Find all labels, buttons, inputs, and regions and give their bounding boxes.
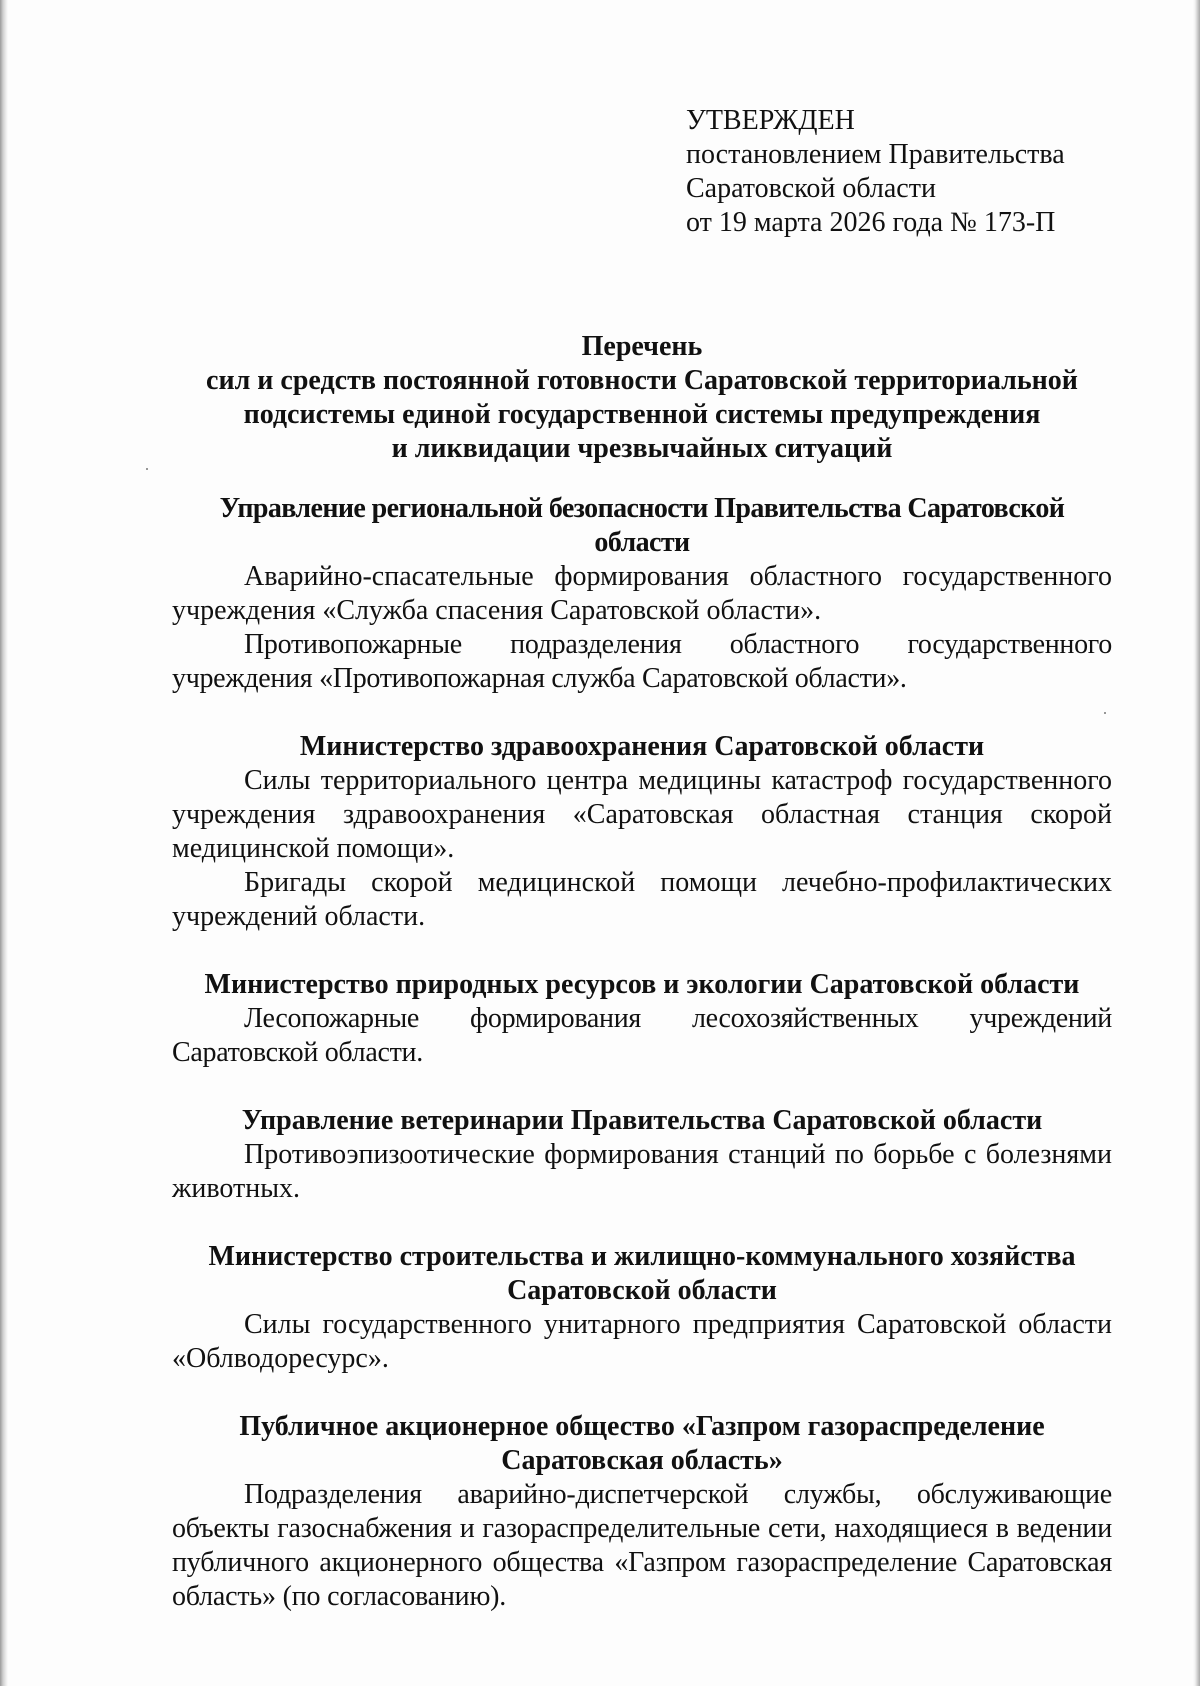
approval-line: Саратовской области: [686, 173, 936, 204]
section-heading: Министерство здравоохранения Саратовской области: [299, 731, 985, 762]
section-paragraph: Бригады скорой медицинской помощи лечебно-профилактических учреждений области.: [172, 867, 1112, 932]
section-paragraph: Подразделения аварийно-диспетчерской службы, обслуживающие объекты газоснабжения и газораспределительные сети, находящиеся в ведении публичного акционерного общества «Газпром газораспределение Саратовская область» (по согласованию).: [172, 1479, 1112, 1612]
section-paragraph: Противоэпизоотические формирования станций по борьбе с болезнями животных.: [172, 1139, 1112, 1204]
section-paragraph: Силы территориального центра медицины катастроф государственного учреждения здравоохранения «Саратовская областная станция скорой медицинской помощи».: [172, 765, 1112, 864]
approval-stamp-block: [686, 104, 1065, 240]
section-heading-line: Министерство строительства и жилищно-коммунального хозяйства: [208, 1241, 1076, 1272]
approval-date-number: от 19 марта 2026 года № 173-П: [686, 207, 1056, 238]
section-veterinary: [172, 1104, 1112, 1206]
section-paragraph: Лесопожарные формирования лесохозяйственных учреждений Саратовской области.: [172, 1003, 1112, 1068]
section-gazprom: [172, 1410, 1112, 1614]
scan-edge-left: [0, 0, 8, 1686]
document-body: [172, 492, 1112, 1648]
section-paragraph: Аварийно-спасательные формирования областного государственного учреждения «Служба спасения Саратовской области».: [172, 561, 1112, 626]
section-paragraph: Силы государственного унитарного предприятия Саратовской области «Облводоресурс».: [172, 1309, 1112, 1374]
title-line: Перечень: [581, 331, 703, 362]
section-heading: Управление региональной безопасности Правительства Саратовской области: [219, 493, 1065, 558]
section-heading-line: Публичное акционерное общество «Газпром газораспределение: [239, 1411, 1045, 1442]
section-regional-security: [172, 492, 1112, 696]
approval-heading: УТВЕРЖДЕН: [686, 105, 855, 136]
scan-edge-right: [1193, 0, 1200, 1686]
section-heading: [172, 1410, 1112, 1478]
scan-speck: [146, 468, 148, 470]
title-line: сил и средств постоянной готовности Саратовской территориальной: [206, 365, 1078, 396]
section-natural-resources-ministry: [172, 968, 1112, 1070]
section-heading-line: Саратовская область»: [501, 1445, 783, 1476]
section-health-ministry: [172, 730, 1112, 934]
title-line: подсистемы единой государственной системы предупреждения: [243, 399, 1041, 430]
section-heading: Управление ветеринарии Правительства Саратовской области: [241, 1105, 1043, 1136]
section-heading: Министерство природных ресурсов и экологии Саратовской области: [204, 969, 1080, 1000]
section-heading-line: Саратовской области: [507, 1275, 777, 1306]
document-title: [172, 330, 1112, 466]
section-paragraph: Противопожарные подразделения областного государственного учреждения «Противопожарная служба Саратовской области».: [172, 629, 1112, 694]
title-line: и ликвидации чрезвычайных ситуаций: [391, 433, 893, 464]
section-heading: [172, 1240, 1112, 1308]
approval-line: постановлением Правительства: [686, 139, 1065, 170]
section-construction-ministry: [172, 1240, 1112, 1376]
